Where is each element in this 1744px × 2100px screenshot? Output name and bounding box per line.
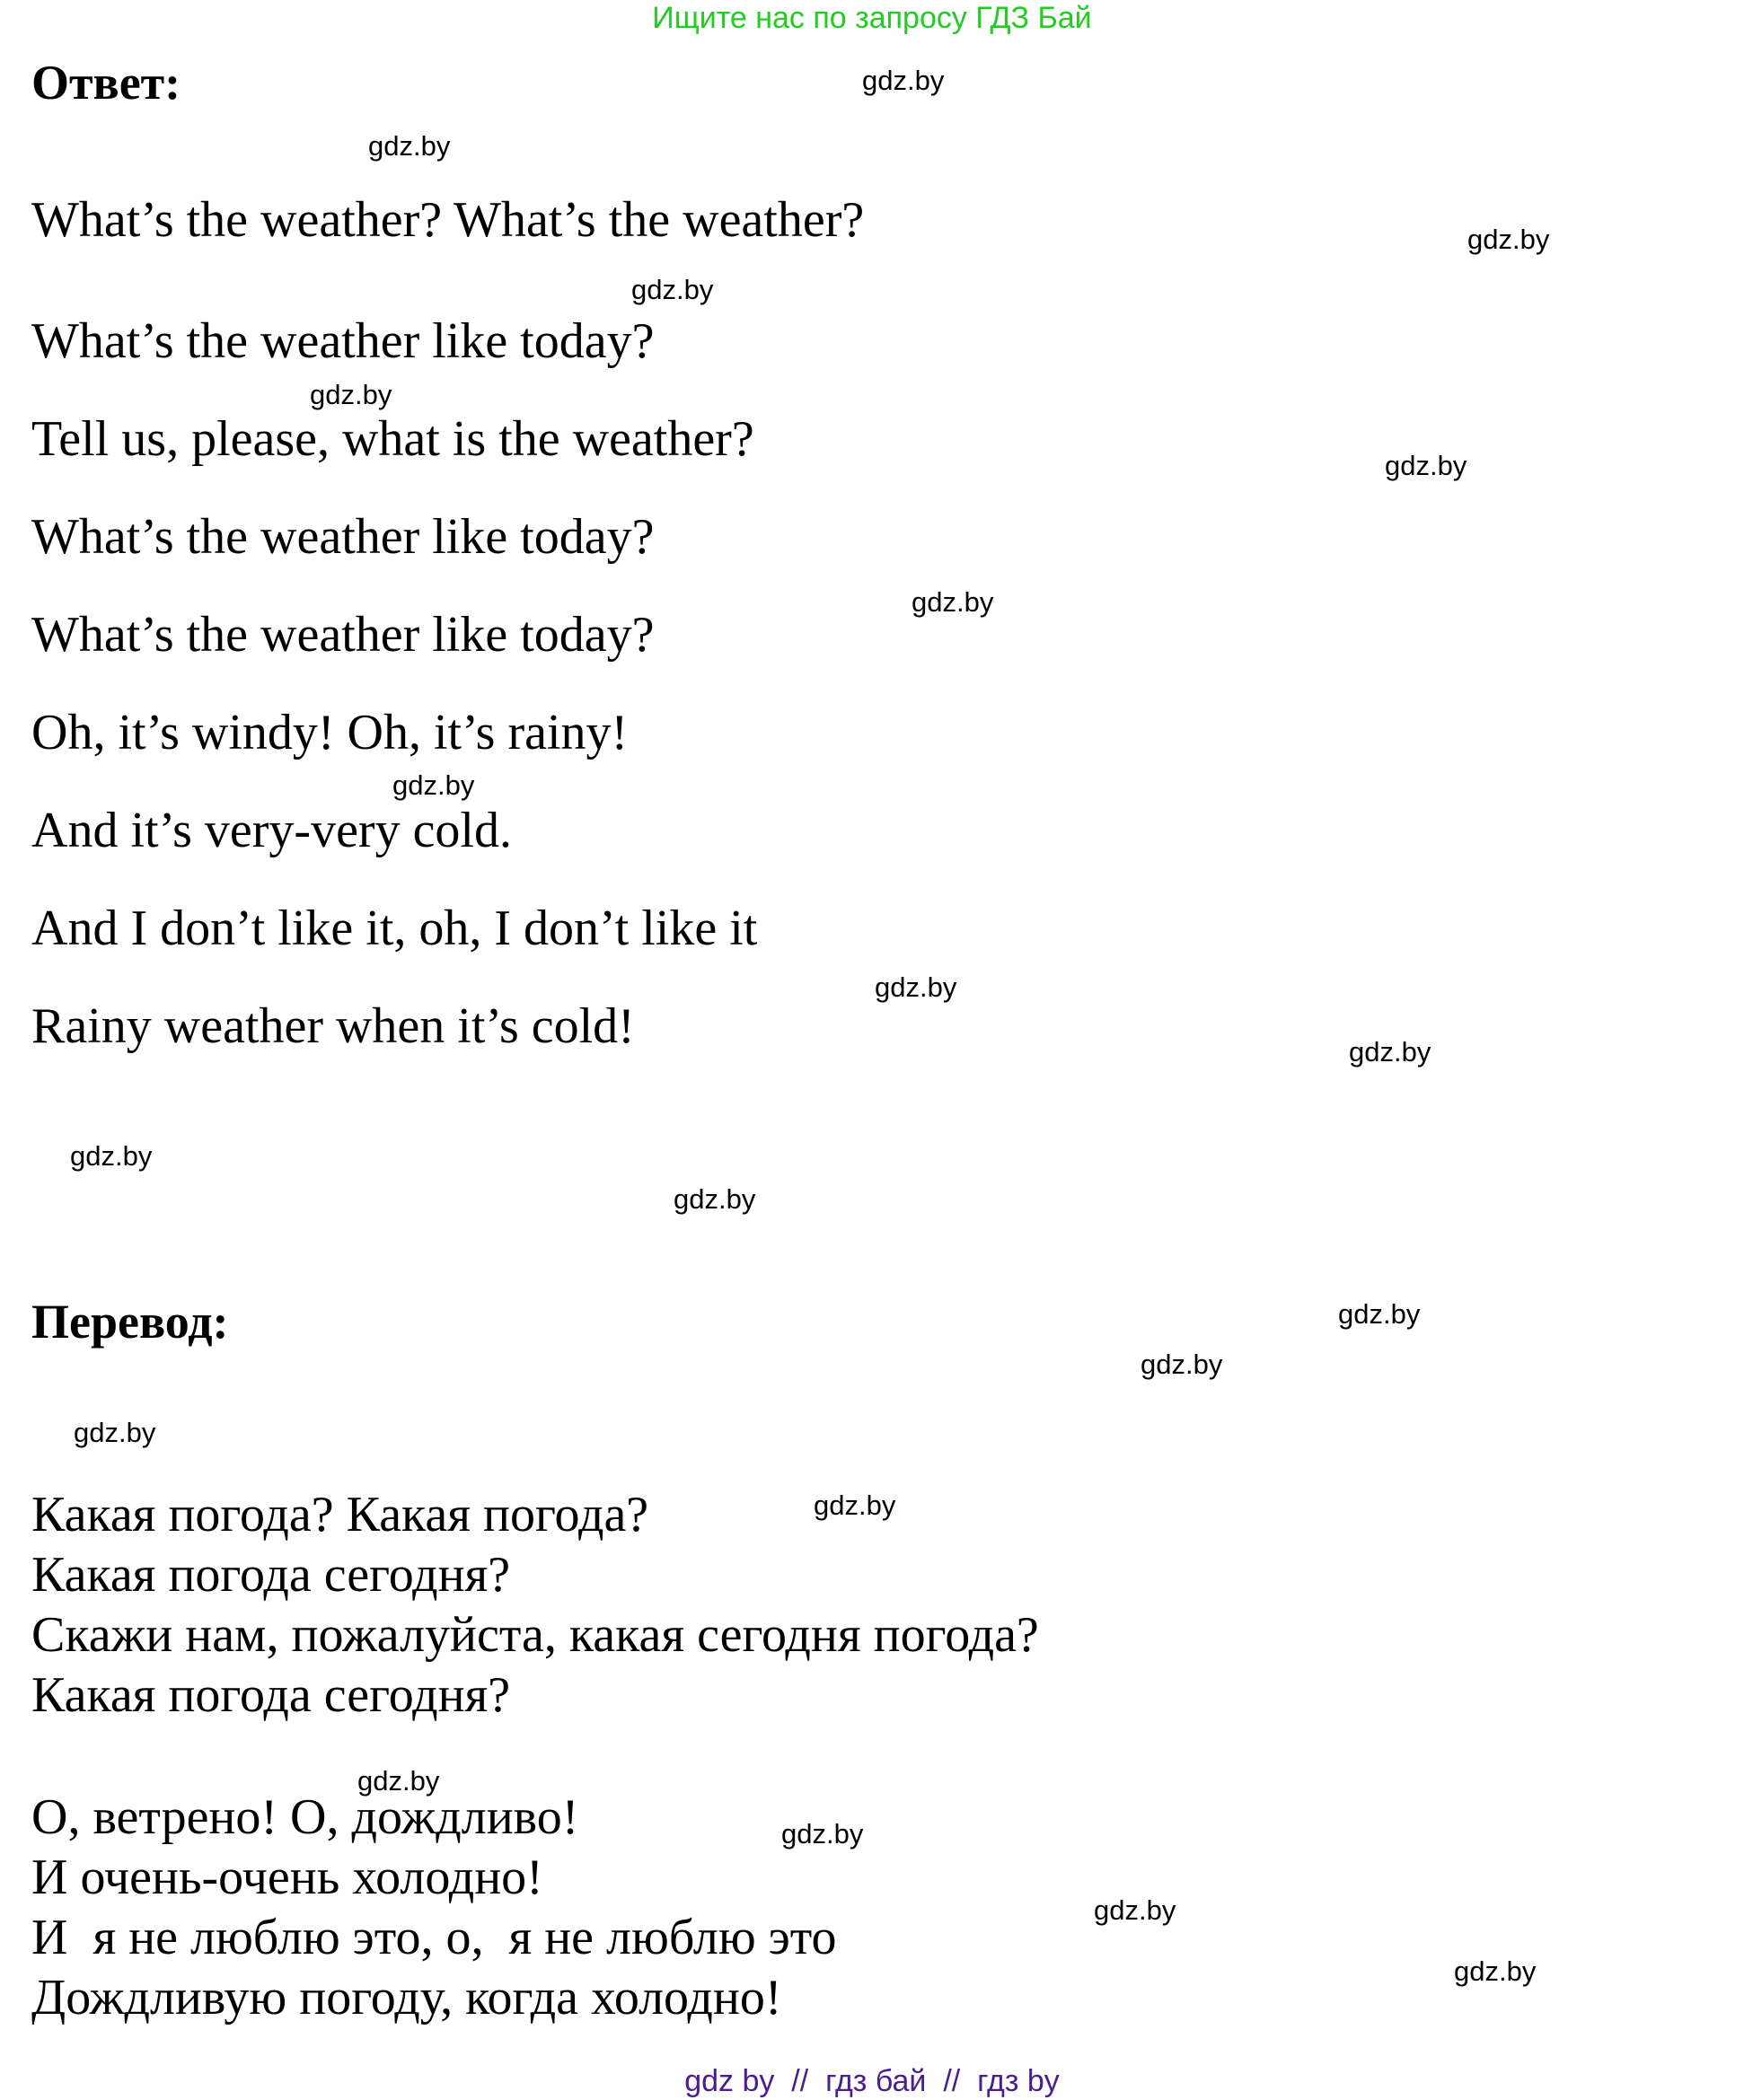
watermark: gdz.by <box>674 1183 756 1215</box>
watermark: gdz.by <box>70 1140 153 1172</box>
translation-heading: Перевод: <box>31 1295 229 1349</box>
watermark: gdz.by <box>1349 1036 1431 1068</box>
translation-line: Дождливую погоду, когда холодно! <box>31 1970 782 2025</box>
watermark: gdz.by <box>1338 1298 1421 1330</box>
watermark: gdz.by <box>912 586 994 618</box>
watermark: gdz.by <box>862 65 945 96</box>
song-line: Tell us, please, what is the weather? <box>31 411 754 467</box>
watermark: gdz.by <box>357 1765 440 1797</box>
watermark: gdz.by <box>1094 1894 1176 1926</box>
song-line: Rainy weather when it’s cold! <box>31 998 635 1054</box>
song-line: Oh, it’s windy! Oh, it’s rainy! <box>31 705 629 760</box>
translation-line: Какая погода сегодня? <box>31 1547 511 1603</box>
song-line: What’s the weather like today? <box>31 313 655 369</box>
song-line: What’s the weather like today? <box>31 607 655 663</box>
translation-line: О, ветрено! О, дождливо! <box>31 1789 579 1845</box>
watermark: gdz.by <box>368 130 451 162</box>
watermark: gdz.by <box>631 274 714 305</box>
watermark: gdz.by <box>1141 1349 1223 1380</box>
answer-heading: Ответ: <box>31 56 181 110</box>
watermark: gdz.by <box>814 1489 896 1521</box>
watermark: gdz.by <box>1385 450 1467 481</box>
translation-line: Скажи нам, пожалуйста, какая сегодня погода? <box>31 1607 1039 1663</box>
song-line: What’s the weather like today? <box>31 509 655 565</box>
watermark: gdz.by <box>74 1417 156 1448</box>
song-line: And I don’t like it, oh, I don’t like it <box>31 901 758 956</box>
site-footer: gdz by // гдз бай // гдз by <box>684 2064 1060 2098</box>
watermark: gdz.by <box>1454 1955 1537 1987</box>
watermark: gdz.by <box>781 1818 864 1850</box>
watermark: gdz.by <box>310 379 392 410</box>
song-line: And it’s very-very cold. <box>31 803 512 858</box>
watermark: gdz.by <box>392 769 475 801</box>
watermark: gdz.by <box>875 971 957 1003</box>
song-line: What’s the weather? What’s the weather? <box>31 192 865 248</box>
search-banner: Ищите нас по запросу ГДЗ Бай <box>652 1 1092 35</box>
translation-line: Какая погода сегодня? <box>31 1667 511 1723</box>
translation-line: И очень-очень холодно! <box>31 1850 543 1905</box>
watermark: gdz.by <box>1467 224 1550 255</box>
translation-line: Какая погода? Какая погода? <box>31 1487 649 1542</box>
translation-line: И я не люблю это, о, я не люблю это <box>31 1910 837 1965</box>
